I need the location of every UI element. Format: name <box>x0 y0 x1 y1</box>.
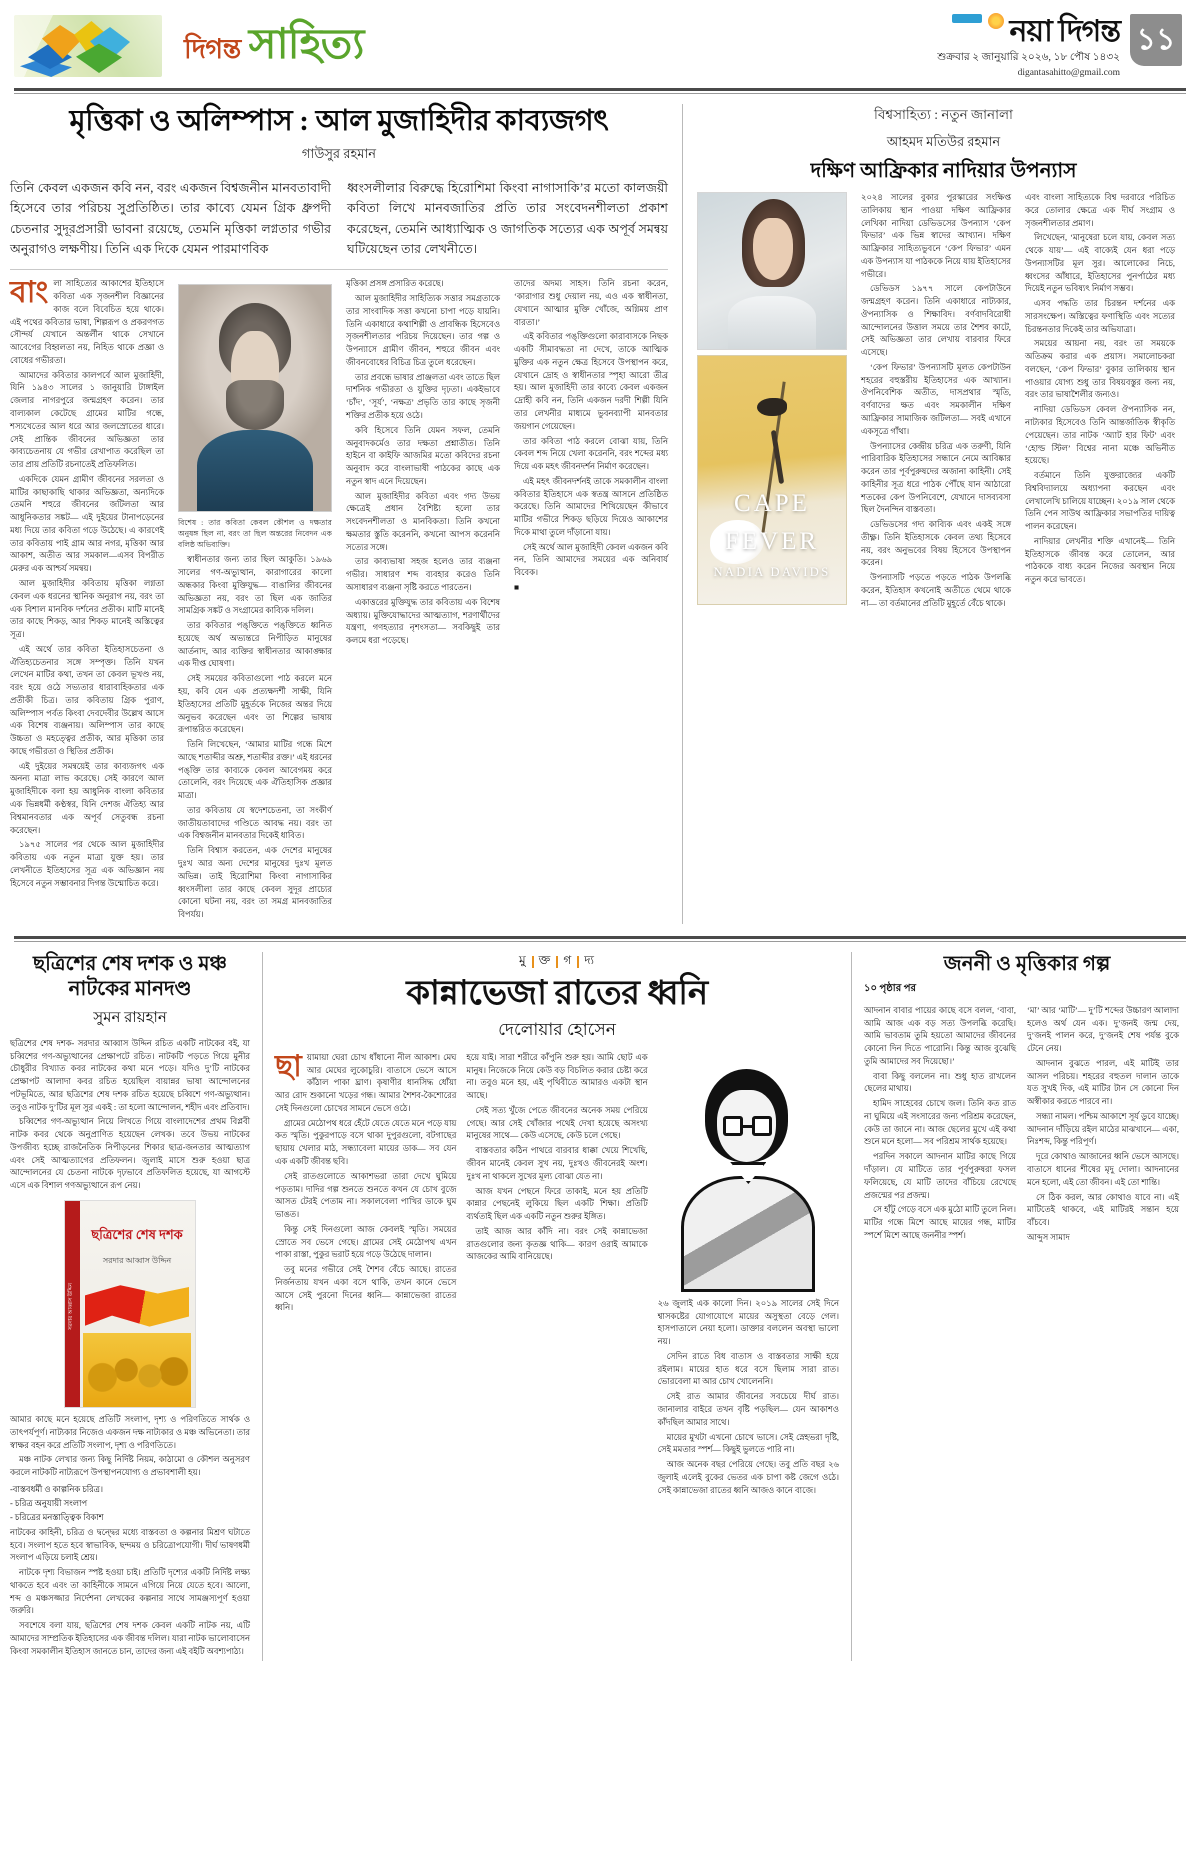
supplement-title-small: দিগন্ত <box>184 33 241 64</box>
essay-c3-p5: আজ অনেক বছর পেরিয়ে গেছে। তবু প্রতি বছর ২৬ জুলাই এলেই বুকের ভেতর এক চাপা কষ্ট জেগে ওঠে। সেই কান্নাভেজা রাতের ধ্বনি আজও কানে বাজে। <box>657 1460 839 1495</box>
lead-headline: মৃত্তিকা ও অলিম্পাস : আল মুজাহিদীর কাব্যজগৎ <box>69 105 609 137</box>
essay-c3-p3: সেই রাত আমার জীবনের সবচেয়ে দীর্ঘ রাত। জানালার বাইরে তখন বৃষ্টি পড়ছিল— যেন আকাশও কাঁদছিল আমার সাথে। <box>657 1392 839 1427</box>
story-column-2 <box>1027 1005 1179 1247</box>
world-lit-media-column <box>697 192 847 613</box>
lead-c4-p5: সেই অর্থে আল মুজাহিদী কেবল একজন কবি নন, তিনি আমাদের সময়ের এক অনিবার্য বিবেক। <box>514 542 668 578</box>
wl-c2-p2: লিখেছেন, ‘মানুষেরা চলে যায়, কেবল সত্য থেকে যায়’— এই বাক্যেই যেন ধরা পড়ে উপন্যাসটির মূল সুর। আলোকের নিচে, ধ্বংসের আঁধারে, ইতিহাসের পুনর্পাঠের মধ্য দিয়েই নতুন ভবিষ্যৎ নির্মাণ সম্ভব। <box>1025 233 1175 294</box>
lead-c1-p5: এই অর্থে তার কবিতা ইতিহাসচেতনা ও ঐতিহ্যচেতনার সঙ্গে সম্পৃক্ত। তিনি যখন লেখেন মাটির কথা, তখন তা কেবল ভূখণ্ড নয়, বরং হয়ে ওঠে সভ্যতার ধারাবাহিকতার এক প্রতীকী চিত্র। তার কবিতায় গ্রিক পুরাণ, অলিম্পাস পর্বত কিংবা দেবদেবীর উল্লেখ আসে এক বিশেষ ব্যঞ্জনায়। অলিম্পাস তার কাছে উচ্চতা ও মহত্ত্বের প্রতীক, আর মৃত্তিকা তার কাছে গভীরতা ও স্থিতির প্রতীক। <box>10 644 164 756</box>
essay-c3-p1: ২৬ জুলাই এক কালো দিন। ২০১৯ সালের সেই দিনে শ্বাসকষ্টের যোগাযোগে মায়ের অসুস্থতা বেড়ে গেল। হাসপাতালে নেয়া হলো। ডাক্তার বললেন অবস্থা ভালো নয়। <box>657 1298 839 1347</box>
story-c1-p2: বাবা কিছু বললেন না। শুধু হাত রাখলেন ছেলের মাথায়। <box>864 1071 1016 1094</box>
standfirst-part-2: ধ্বংসলীলার বিরুদ্ধে হিরোশিমা কিংবা নাগাসাকি’র মতো কালজয়ী কবিতা লিখে মানবজাতির প্রতি তার সংবেদনশীলতা প্রকাশ করেছেন, তেমনি আধ্যাত্মিক ও জাগতিক সত্যের এক অপূর্ব সমন্বয় ঘটিয়েছেন তার লেখনীতে। <box>347 180 668 256</box>
lead-columns <box>10 278 668 923</box>
essay-c1-p4: কিন্তু সেই দিনগুলো আজ কেবলই স্মৃতি। সময়ের স্রোতে সব ভেসে গেছে। গ্রামের সেই মেঠোপথ এখন পাকা রাস্তা, পুকুর ভরাট হয়ে গড়ে উঠেছে দালান। <box>275 1224 457 1260</box>
top-section <box>10 104 1190 924</box>
portrait-caption: বিশেষ : তার কবিতা কেবল কৌশল ও দক্ষতার অনুষঙ্গ ছিল না, বরং তা ছিল অন্তরের নিবেদন এক বলিষ্ঠ অভিব্যক্তি। <box>178 518 332 550</box>
story-c2-p4: দূরে কোথাও আজানের ধ্বনি ভেসে আসছে। বাতাসে ধানের শীষের মৃদু দোলা। আদনানের মনে হলো, এই তো জীবন। এই তো শান্তি। <box>1027 1152 1179 1187</box>
section-divider-rule-thin <box>14 941 1186 942</box>
wl-c2-p4: সময়ের আয়না নয়, বরং তা সময়কে অতিক্রম করার এক প্রয়াস। সমালোচকরা বলছেন, ‘কেপ ফিভার’ বুকার তালিকায় স্থান পাওয়ার যোগ্য শুধু তার বিষয়বস্তুর জন্য নয়, বরং তার ভাষাশৈলীর জন্যও। <box>1025 339 1175 400</box>
lead-column-3 <box>346 278 500 923</box>
essay-c2-p2: সেই সত্য খুঁজে পেতে জীবনের অনেক সময় পেরিয়ে গেছে। আর সেই খোঁজার পথেই দেখা হয়েছে অসংখ্য মানুষের সাথে— কেউ এসেছে, কেউ চলে গেছে। <box>466 1105 648 1141</box>
essay-byline: দেলোয়ার হোসেন <box>498 1019 616 1039</box>
criteria-item-3: - চরিত্রের মনস্তাত্ত্বিক বিকাশ <box>10 1512 104 1522</box>
criteria-item-2: - চরিত্র অনুযায়ী সংলাপ <box>10 1498 88 1508</box>
drama-b3: আমার কাছে মনে হয়েছে প্রতিটি সংলাপ, দৃশ্য ও পরিণতিতে সার্থক ও তাৎপর্যপূর্ণ। নাট্যকার নিজেও একজন দক্ষ নাট্যকার ও মঞ্চ অভিনেতা। তার স্বাক্ষর বহন করে প্রতিটি সংলাপ, দৃশ্য ও পরিণতিতে। <box>10 1414 250 1450</box>
masthead-rule-thin <box>14 93 1186 94</box>
standfirst-part-1: তিনি কেবল একজন কবি নন, বরং একজন বিশ্বজনীন মানবতাবাদী হিসেবে তার পরিচয় সুপ্রতিষ্ঠিত। তার কাব্যে যেমন গ্রিক ধ্রুপদী চেতনার সুদূরপ্রসারী ভাবনা রয়েছে, তেমনি মৃত্তিকা লগ্নতার গভীর অনুরাগও লক্ষণীয়। তিনি এক দিকে যেমন পারমাণবিক <box>10 180 331 256</box>
wl-c2-p1: এবং বাংলা সাহিত্যকে বিশ্ব দরবারে পরিচিত করে তোলার ক্ষেত্রে এক দীর্ঘ সংগ্রাম ও সৃজনশীলতার প্রমাণ। <box>1025 193 1175 228</box>
lead-c2-p1: স্বাধীনতার জন্য তার ছিল আকুতি। ১৯৬৯ সালের গণ-অভ্যুত্থান, কারাগারের কালো অন্ধকার কিংবা মুক্তিযুদ্ধ— বাঙালির জীবনের অভিজ্ঞতা নয়, বরং তা ছিল এক জাতির সামগ্রিক সঙ্কট ও সংগ্রামের কাব্যিক দলিল। <box>178 555 332 616</box>
wave-icon <box>952 14 982 23</box>
drama-review-article <box>10 952 262 1661</box>
world-lit-column-1 <box>861 192 1011 613</box>
drama-b2: চব্বিশের গণ-অভ্যুত্থান নিয়ে লিখতে গিয়ে বাংলাদেশের প্রথম বিপ্লবী নাটক কবর থেকে অনুপ্রাণিত হয়েছেন লেখক। তবে উভয় নাটকের উপজীব্য হচ্ছে রাজনৈতিক নিপীড়নের শিকার ছাত্র-জনতার আত্মত্যাগ এবং সেই আত্মত্যাগের প্রতিফলন। জুলাই মাসে শুরু হওয়া ছাত্র আন্দোলনের যে চেতনা নাটকে দৃঢ়ভাবে প্রতিফলিত হয়েছে, যা আগস্টে এসে এক বিশাল গণঅভ্যুত্থানে রূপ নেয়। <box>10 1117 250 1191</box>
tag-separator-icon <box>532 956 534 968</box>
story-columns <box>864 1005 1190 1247</box>
wl-c1-p6: উপন্যাসটি পড়তে পড়তে পাঠক উপলব্ধি করেন, ইতিহাস কখনোই অতীতে থেমে থাকে না— তা বর্তমানের প্রতিটি মুহূর্তে বেঁচে থাকে। <box>861 573 1011 608</box>
essay-c3-p4: মায়ের মুখটা এখনো চোখে ভাসে। সেই স্নেহভরা দৃষ্টি, সেই মমতার স্পর্শ— কিছুই ভুলতে পারি না। <box>657 1432 839 1455</box>
essay-c3-p2: সেদিন রাতে বিধ বাতাস ও বাস্তবতার সাক্ষী হয়ে রইলাম। মায়ের হাত ধরে বসে ছিলাম সারা রাত। ভোরবেলা মা আর চোখ খোলেননি। <box>657 1351 839 1387</box>
supplement-logo-icon <box>14 15 162 77</box>
lead-column-2 <box>178 278 332 923</box>
lead-column-1 <box>10 278 164 923</box>
wl-c1-p2: ডেভিডস ১৯৭৭ সালে কেপটাউনে জন্মগ্রহণ করেন। তিনি একাধারে নাট্যকার, ঔপন্যাসিক ও শিক্ষাবিদ। বর্ণবাদবিরোধী আন্দোলনের উত্তাল সময়ে তার শৈশব কাটে, সেই অভিজ্ঞতা তার লেখায় বারবার ফিরে এসেছে। <box>861 284 1011 358</box>
world-lit-kicker: বিশ্বসাহিত্য : নতুন জানালা <box>874 107 1013 122</box>
lead-byline: গাউসুর রহমান <box>301 145 377 161</box>
lead-c3-p5: আল মুজাহিদীর কবিতা এবং গদ্য উভয় ক্ষেত্রেই প্রধান বৈশিষ্ট্য হলো তার সংবেদনশীলতা ও মানবিকতা। তিনি কখনো ক্ষমতার স্তুতি করেননি, কখনো আপস করেননি সত্যের সঙ্গে। <box>346 491 500 552</box>
lead-column-4 <box>514 278 668 923</box>
world-lit-column-2 <box>1025 192 1175 613</box>
lead-c2-p6: তিনি বিশ্বাস করতেন, এক দেশের মানুষের দুঃখ আর অন্য দেশের মানুষের দুঃখ মূলত অভিন্ন। তাই হিরোশিমা কিংবা নাগাসাকির ধ্বংসলীলা তার কাছে কেবল সুদূর প্রাচ্যের কোনো ঘটনা নয়, বরং তা সমগ্র মানবজাতির বিপর্যয়। <box>178 846 332 920</box>
essay-columns <box>275 1049 839 1499</box>
book-cover-cape-fever <box>697 355 847 605</box>
lead-c3-p3: তার প্রবন্ধে ভাষার প্রাঞ্জলতা এবং তাতে ছিল দার্শনিক গভীরতা ও যুক্তির দৃঢ়তা। একইভাবে ‘চাঁদ’, ‘সূর্য’, ‘নক্ষত্র’ প্রভৃতি তার কাছে সৃজনী শক্তির প্রতীক হয়ে ওঠে। <box>346 372 500 421</box>
book-cover-title: CAPE FEVER <box>724 489 820 555</box>
brand-name: নয়া দিগন্ত <box>1009 15 1120 49</box>
book-cover-author: NADIA DAVIDS <box>713 564 831 579</box>
essay-section-tag <box>275 952 839 972</box>
lead-c1-p1: বাংলা সাহিত্যের আকাশের ইতিহাসে কবিতা এক সৃজনশীল বিজ্ঞানের কাজ বলে বিবেচিত হয়ে থাকে। এই পথের কবিতার ভাষা, শিল্পরূপ ও প্রকরণগত সৌন্দর্য যেখানে অন্তর্লীন থাকে সেখানে আবেগের বিহ্বলতা নয়, নিহিত থাকে প্রজ্ঞা ও বোধের গভীরতা। <box>10 276 164 365</box>
crowd-graphic-icon <box>83 1333 191 1407</box>
lead-c1-p4: আল মুজাহিদীর কবিতায় মৃত্তিকা লগ্নতা কেবল এক ধরনের স্থানিক অনুরাগ নয়, বরং তা এক বিশাল মানবিক দর্শনের প্রতীক। মাটি মানেই তার কাছে শিকড়, আর শিকড় মানেই অস্তিত্বের সূত্র। <box>10 578 164 640</box>
essay-c1-p3: সেই রাতগুলোতে আকাশভরা তারা দেখে ঘুমিয়ে পড়তাম। দাদির গল্প শুনতে শুনতে কখন যে চোখ বুজে আসত টেরই পেতাম না। সকালবেলা পাখির ডাকে ঘুম ভাঙত। <box>275 1171 457 1220</box>
essay-column-2 <box>466 1052 647 1499</box>
tag-separator-icon <box>577 956 579 968</box>
story-c2-p3: সন্ধ্যা নামল। পশ্চিম আকাশে সূর্য ডুবে যাচ্ছে। আদনান দাঁড়িয়ে রইল মাঠের মাঝখানে— একা, নিঃশব্দ, কিন্তু পরিপূর্ণ। <box>1027 1111 1179 1147</box>
lead-endmark: ■ <box>514 582 520 592</box>
flag-graphic-icon <box>85 1283 189 1329</box>
lead-c3-p7: একাত্তরের মুক্তিযুদ্ধ তার কবিতায় এক বিশেষ অধ্যায়। মুক্তিযোদ্ধাদের আত্মত্যাগ, শরণার্থীদের যন্ত্রণা, গণহত্যার নৃশংসতা— সবকিছুই তার কলমে ধরা পড়েছে। <box>346 597 500 646</box>
tag-separator-icon <box>556 956 558 968</box>
wl-c1-p1: ২০২৪ সালের বুকার পুরস্কারের সংক্ষিপ্ত তালিকায় স্থান পাওয়া দক্ষিণ আফ্রিকার লেখিকা নাদিয়া ডেভিডসের উপন্যাস ‘কেপ ফিভার’ এক ভিন্ন স্বাদের আখ্যান। দক্ষিণ আফ্রিকার সাহিত্যভুবনে ‘কেপ ফিভার’ এমন এক উপন্যাস যা পাঠককে নিয়ে যায় ইতিহাসের গভীরে। <box>861 193 1011 279</box>
essay-headline: কান্নাভেজা রাতের ধ্বনি <box>406 974 708 1012</box>
lead-divider <box>10 269 668 270</box>
lead-c2-p5: তার কবিতায় যে স্বদেশচেতনা, তা সংকীর্ণ জাতীয়তাবাদের গণ্ডিতে আবদ্ধ নয়। বরং তা এক বিশ্বজনীন মানবতার দিকেই ধাবিত। <box>178 805 332 841</box>
publication-date: শুক্রবার ২ জানুয়ারি ২০২৬, ১৮ পৌষ ১৪৩২ <box>937 51 1120 63</box>
lead-c4-p4: এই মহৎ জীবনদর্শনই তাকে সমকালীন বাংলা কবিতার ইতিহাসে এক স্বতন্ত্র আসনে প্রতিষ্ঠিত করেছে। তিনি আমাদের শিখিয়েছেন কীভাবে মাটির গভীরে শিকড় ছড়িয়ে দিয়েও আকাশের দিকে মাথা তুলে দাঁড়ানো যায়। <box>514 476 668 537</box>
drama-b1: ছত্রিশের শেষ দশক- সরদার আব্বাস উদ্দিন রচিত একটি নাটকের বই, যা চব্বিশের গণ-অভ্যুত্থানের প্রেক্ষাপটে রচিত। নাটকটি পড়তে গিয়ে মুনীর চৌধুরীর বিখ্যাত কবর নাটকের কথা মনে পড়ে। যদিও দু’টি নাটকের প্রেক্ষাপট আলাদা কবর রচিত হয়েছিল বায়ান্নর ভাষা আন্দোলনের পটভূমিতে, আর ছত্রিশের শেষ দশক রচিত হয়েছে চব্বিশে গণ-অভ্যুত্থান। তবুও নাটক দু’টির মূল সুর একই : তা হলো আন্দোলন, শহীদ এবং প্রতিবাদ। <box>10 1038 250 1112</box>
book-cover-chhatrisher <box>64 1200 196 1408</box>
wl-c1-p4: উপন্যাসের কেন্দ্রীয় চরিত্র এক তরুণী, যিনি পারিবারিক ইতিহাসের সন্ধানে নেমে আবিষ্কার করেন তার পূর্বপুরুষদের অজানা কাহিনী। সেই কাহিনীর সূত্র ধরে পাঠক পৌঁছে যান আঠারো শতকের কেপ উপনিবেশে, যেখানে দাসব্যবসা ছিল দৈনন্দিন বাস্তবতা। <box>861 441 1011 515</box>
story-c1-p1: আদনান বাবার পায়ের কাছে বসে বলল, ‘বাবা, আমি আজ এক বড় সত্য উপলব্ধি করেছি। আমি ভাবতাম তুমি হয়তো আমাদের জীবনের কোনো দিন দিতে পারোনি। কিন্তু আজ বুঝেছি তুমি আমাদের সব দিয়েছো।’ <box>864 1005 1016 1066</box>
drama-criteria-list <box>10 1483 250 1524</box>
drama-b4: মঞ্চ নাটক লেখার জন্য কিছু নির্দিষ্ট নিয়ম, কাঠামো ও কৌশল অনুসরণ করলে নাটকটি নাট্যরূপে উপস্থাপনযোগ্য ও প্রভাবশালী হয়। <box>10 1455 250 1478</box>
supplement-title-big: সাহিত্য <box>248 21 364 68</box>
book-spine-text: সরদার আব্বাস উদ্দিন <box>68 1283 74 1331</box>
story-c1-p4: পরদিন সকালে আদনান মাটির কাছে গিয়ে দাঁড়াল। যে মাটিতে তার পূর্বপুরুষরা ফসল ফলিয়েছে, যে মাটি তাদের বাঁচিয়ে রেখেছে প্রজন্মের পর প্রজন্ম। <box>864 1152 1016 1200</box>
page-number-badge: ১১ <box>1130 14 1182 66</box>
sun-icon <box>988 13 1004 29</box>
bottom-section <box>10 952 1190 1661</box>
lead-standfirst <box>10 178 668 260</box>
author-photo <box>697 192 847 350</box>
essay-c2-p3: বাস্তবতার কঠিন পাথরে বারবার ধাক্কা খেয়ে শিখেছি, জীবন মানেই কেবল সুখ নয়, দুঃখও জীবনেরই অংশ। দুঃখ না থাকলে সুখের মূল্য বোঝা যেত না। <box>466 1146 648 1181</box>
book2-author: সরদার আব্বাস উদ্দিন <box>102 1255 172 1265</box>
lead-c4-p2: এই কবিতার পঙ্‌ক্তিগুলো কারাবাসকে নিছক একটি সীমাবদ্ধতা না দেখে, তাকে আত্মিক মুক্তির এক নতুন ক্ষেত্র হিসেবে উপস্থাপন করে, যেখানে দ্রোহ ও স্বাধীনতার স্পৃহা আরো তীব্র হয়। আল মুজাহিদী তার কাব্যে কেবল একজন দ্রোহী কবি নন, তিনি একজন দরদী শিল্পী যিনি তার লেখনীর মাধ্যমে ভুবনব্যাপী মানবতার জয়গান গেয়েছেন। <box>514 332 668 431</box>
wl-c2-p6: বর্তমানে তিনি যুক্তরাজ্যের একটি বিশ্ববিদ্যালয়ে অধ্যাপনা করছেন এবং লেখালেখি চালিয়ে যাচ্ছেন। ২০১৯ সাল থেকে তিনি পেন সাউথ আফ্রিকার সভাপতির দায়িত্ব পালন করেছেন। <box>1025 471 1175 532</box>
essay-c2-p5: তাই আজ আর কাঁদি না। বরং সেই কান্নাভেজা রাতগুলোর জন্য কৃতজ্ঞ থাকি— কারণ ওরাই আমাকে আজকের আমি বানিয়েছে। <box>466 1226 648 1262</box>
contact-email: digantasahitto@gmail.com <box>1017 67 1120 78</box>
story-c2-p2: আদনান বুঝতে পারল, এই মাটিই তার আসল পরিচয়। শহরের বহুতল দালান তাকে যত সুখই দিক, এই মাটির টান সে কোনো দিন অস্বীকার করতে পারবে না। <box>1027 1058 1179 1107</box>
drama-b5: নাটকের কাহিনী, চরিত্র ও দ্বন্দ্বের মধ্যে বাস্তবতা ও কল্পনার মিশ্রণ ঘটাতে হবে। সংলাপ হতে হবে স্বাভাবিক, ছন্দময় ও চরিত্রোপযোগী। দীর্ঘ ভাষণধর্মী সংলাপ এড়িয়ে চলাই শ্রেয়। <box>10 1527 250 1563</box>
criteria-item-1: -বাস্তবধর্মী ও কাল্পনিক চরিত্র। <box>10 1484 103 1494</box>
world-lit-article <box>682 104 1190 924</box>
drama-headline: ছত্রিশের শেষ দশক ও মঞ্চ নাটকের মানদণ্ড <box>32 952 228 1000</box>
story-continued-from: ১০ পৃষ্ঠার পর <box>864 982 916 994</box>
drama-b7: সবশেষে বলা যায়, ছত্রিশের শেষ দশক কেবল একটি নাটক নয়, এটি আমাদের সাম্প্রতিক ইতিহাসের এক জীবন্ত দলিল। যারা নাটক ভালোবাসেন কিংবা সমকালীন ইতিহাস জানতে চান, তাদের জন্য এই বইটি অবশ্যপাঠ্য। <box>10 1621 250 1656</box>
lead-c3-p2: আল মুজাহিদীর সাহিত্যিক সত্তার সমগ্রতাকে তার সাংবাদিক সত্তা কখনো চাপা পড়ে যায়নি। তিনি একাধারে কথাশিল্পী ও প্রাবন্ধিক হিসেবেও সৃজনশীলতার পরিচয় দিয়েছেন। তার গল্প ও উপন্যাসে গ্রামীণ জীবন, শহুরে জীবন এবং জীবনবোধের বিচিত্র চিত্র তুলে ধরেছেন। <box>346 294 500 367</box>
wl-c1-p3: ‘কেপ ফিভার’ উপন্যাসটি মূলত কেপটাউন শহরের বহুস্তরীয় ইতিহাসের এক আখ্যান। ঔপনিবেশিক অতীত, দাসপ্রথার স্মৃতি, বর্ণবাদের ক্ষত এবং সমকালীন দক্ষিণ আফ্রিকার সামাজিক জটিলতা— সবই এখানে একসূত্রে গাঁথা। <box>861 362 1011 436</box>
drama-byline: সুমন রায়হান <box>93 1009 167 1026</box>
lead-c1-p6: এই দুইয়ের সমন্বয়েই তার কাব্যজগৎ এক অনন্য মাত্রা লাভ করেছে। সেই কারণে আল মুজাহিদীকে বলা হয় আধুনিক বাংলা কবিতার এক ভিন্নধর্মী কণ্ঠস্বর, যিনি দেশজ ঐতিহ্য আর বিশ্বমানবতার এক অপূর্ব সেতুবন্ধ রচনা করেছেন। <box>10 761 164 835</box>
drama-b6: নাটকে দৃশ্য বিভাজন স্পষ্ট হওয়া চাই। প্রতিটি দৃশ্যের একটি নির্দিষ্ট লক্ষ্য থাকতে হবে এবং তা কাহিনীকে সামনে এগিয়ে নিয়ে যেতে হবে। আলো, শব্দ ও মঞ্চসজ্জার নির্দেশনা লেখকের কল্পনার সাথে সামঞ্জস্যপূর্ণ হওয়া জরুরি। <box>10 1568 250 1616</box>
supplement-title <box>184 11 363 82</box>
lead-article <box>10 104 682 924</box>
essay-c2-p1: হয়ে যাই। সারা শরীরে কাঁপুনি শুরু হয়। আমি ছোট এক মানুষ। নিজেকে নিয়ে কেউ বড় বিচলিত করার চেষ্টা করে না। তবুও মনে হয়, এই পৃথিবীতে আমারও একটা স্থান আছে। <box>466 1052 648 1101</box>
lead-c2-p4: তিনি লিখেছেন, ‘আমার মাটির গন্ধে মিশে আছে শতাব্দীর অশ্রু, শতাব্দীর রক্ত।’ এই ধরনের পঙ্‌ক্তি তার কাব্যকে কেবল আবেগময় করে তোলেনি, বরং দিয়েছে এক ঐতিহাসিক প্রজ্ঞার মাত্রা। <box>178 740 332 801</box>
lead-c1-p2: আমাদের কবিতার কালপর্বে আল মুজাহিদী, যিনি ১৯৪৩ সালের ১ জানুয়ারি টাঙ্গাইল জেলার নাগরপুরে জন্মগ্রহণ করেন। তার বাল্যকাল কেটেছে গ্রামের মাটির গন্ধে, শস্যখেতের আল ধরে আর জলস্রোতের ধারে। সেই প্রান্তিক জীবনের অভিজ্ঞতা তার কাব্যচেতনায় যে গভীর রেখাপাত করেছিল তা তার প্রায় প্রতিটি রচনাতেই প্রতিফলিত। <box>10 370 164 470</box>
story-author-sign: আব্দুস সামাদ <box>1027 1232 1070 1242</box>
wl-c1-p5: ডেভিডসের গদ্য কাব্যিক এবং একই সঙ্গে তীক্ষ্ণ। তিনি ইতিহাসকে কেবল তথ্য হিসেবে নয়, বরং অনুভবের বিষয় হিসেবে উপস্থাপন করেন। <box>861 520 1011 568</box>
lead-c1-p3: একদিকে যেমন গ্রামীণ জীবনের সরলতা ও মাটির কাছাকাছি থাকার অভিজ্ঞতা, অন্যদিকে তেমনি শহুরে জীবনের জটিলতা আর আধুনিকতার সঙ্কট— এই দুইয়ের টানাপড়েনের মধ্য দিয়ে তার কবিতা গড়ে উঠেছে। এ কারণেই তার কবিতায় পাই গ্রাম আর নগর, মৃত্তিকা আর আকাশ, অতীত আর সমকাল—এসব বিপরীত মেরুর এক আশ্চর্য সমন্বয়। <box>10 474 164 574</box>
section-divider-rule <box>14 936 1186 939</box>
lead-c4-p3: তার কবিতা পাঠ করলে বোঝা যায়, তিনি কেবল শব্দ নিয়ে খেলা করেননি, বরং শব্দের মধ্য দিয়ে এক মহৎ জীবনদর্শন নির্মাণ করেছেন। <box>514 436 668 472</box>
tag-part-3: গ <box>563 952 573 967</box>
masthead <box>10 0 1190 86</box>
brand-mark <box>937 15 1120 49</box>
essay-c1-p5: তবু মনের গভীরে সেই শৈশব বেঁচে আছে। রাতের নির্জনতায় যখন একা বসে থাকি, তখন কানে ভেসে আসে সেই পুরনো দিনের ধ্বনি— কান্নাভেজা রাতের ধ্বনি। <box>275 1265 457 1313</box>
lead-c3-p6: তার কাব্যভাষা সহজ হলেও তার ব্যঞ্জনা গভীর। সাধারণ শব্দ ব্যবহার করেও তিনি অসাধারণ ব্যঞ্জনা সৃষ্টি করতে পারতেন। <box>346 557 500 592</box>
wl-c2-p3: এসব পদ্ধতি তার চিরন্তন দর্শনের এক সারসংক্ষেপ। অস্তিত্বের ফণাস্থিতি এবং সত্যের চিরন্তনতার দিকেই তার অভিযাত্রা। <box>1025 299 1175 334</box>
poet-portrait-photo <box>178 284 332 512</box>
story-article <box>852 952 1190 1661</box>
essay-c2-p4: আজ যখন পেছনে ফিরে তাকাই, মনে হয় প্রতিটি কান্নার পেছনেই লুকিয়ে ছিল একটি শিক্ষা। প্রতিটি ব্যর্থতাই ছিল এক একটি নতুন শুরুর ইঙ্গিত। <box>466 1186 648 1222</box>
wl-c2-p5: নাদিয়া ডেভিডস কেবল ঔপন্যাসিক নন, নাট্যকার হিসেবেও তিনি আন্তর্জাতিক স্বীকৃতি পেয়েছেন। তার নাটক ‘অ্যাট হার ফিট’ এবং ‘হোল্ড স্টিল’ বিশ্বের নানা মঞ্চে অভিনীত হয়েছে। <box>1025 405 1175 466</box>
essay-c1-p1: ছায়ামায়া ঘেরা চোখ ধাঁধানো নীল আকাশ। মেঘ আর মেঘের লুকোচুরি। বাতাসে ভেসে আসে কাঁঠাল পাকা ঘ্রাণ। কৃষাণীর ধানসিদ্ধ ধোঁয়া আর রোদ শুকানো খড়ের গন্ধ। আমার শৈশব-কৈশোরের সেই দিনগুলো চোখের সামনে ভেসে ওঠে। <box>275 1049 457 1113</box>
masthead-rule <box>14 88 1186 91</box>
lead-c3-p1: মৃত্তিকা প্রসঙ্গ প্রসারিত করেছে। <box>346 279 444 289</box>
world-lit-headline: দক্ষিণ আফ্রিকার নাদিয়ার উপন্যাস <box>810 160 1077 182</box>
world-lit-byline: আহমদ মতিউর রহমান <box>886 134 1001 149</box>
lead-c4-p1: তাদের অদম্য সাহস। তিনি রচনা করেন, ‘কারাগার শুধু দেয়াল নয়, এও এক স্বাধীনতা, যেখানে আত্মার মুক্তি খোঁজে, অগ্নিময় প্রাণ বারতা।’ <box>514 279 668 327</box>
story-c2-p5: সে ঠিক করল, আর কোথাও যাবে না। এই মাটিতেই থাকবে, এই মাটিরই সন্তান হয়ে বাঁচবে। <box>1027 1192 1179 1228</box>
story-c1-p3: হামিদ সাহেবের চোখে জল। তিনি কত রাত না ঘুমিয়ে এই সংসারের জন্য পরিশ্রম করেছেন, কেউ তা জানে না। আজ ছেলের মুখে এই কথা শুনে মনে হলো— সব পরিশ্রম সার্থক হয়েছে। <box>864 1099 1016 1147</box>
world-lit-columns <box>697 192 1190 613</box>
lead-c2-p3: সেই সময়ের কবিতাগুলো পাঠ করলে মনে হয়, কবি যেন এক প্রত্যক্ষদর্শী সাক্ষী, যিনি ইতিহাসের প্রতিটি মুহূর্তকে নিজের অন্তর দিয়ে অনুভব করেছেন এবং তা শিল্পের ভাষায় রূপান্তরিত করেছেন। <box>178 674 332 735</box>
story-headline: জননী ও মৃত্তিকার গল্প <box>943 952 1111 975</box>
essay-c1-p2: গ্রামের মেঠোপথ ধরে হেঁটে যেতে যেতে মনে পড়ে যায় কত স্মৃতি। পুকুরপাড়ে বসে থাকা দুপুরগুলো, বটগাছের ছায়ায় খেলার মাঠ, সন্ধ্যাবেলা মায়ের ডাক— সব যেন এক একটি জীবন্ত ছবি। <box>275 1118 457 1167</box>
essay-illustration <box>658 1060 839 1292</box>
story-c1-p5: সে হাঁটু গেড়ে বসে এক মুঠো মাটি তুলে নিল। মাটির গন্ধে মিশে আছে মায়ের গন্ধ, মাটির স্পর্শে মিশে আছে জননীর স্পর্শ। <box>864 1205 1016 1240</box>
essay-column-3 <box>658 1052 839 1499</box>
story-c2-p1: ‘মা’ আর ‘মাটি’— দু’টি শব্দের উচ্চারণ আলাদা হলেও অর্থ যেন এক। দু’জনই জন্ম দেয়, দু’জনই পালন করে, দু’জনই শেষ পর্যন্ত বুকে টেনে নেয়। <box>1027 1005 1179 1054</box>
drama-body-top <box>10 1038 250 1193</box>
lead-c3-p4: কবি হিসেবে তিনি যেমন সফল, তেমনি অনুবাদকর্মেও তার দক্ষতা প্রশ্নাতীত। তিনি হাইনে বা কাইফি আজমির মতো কবিদের রচনা অনুবাদ করে বাংলাভাষী পাঠকের কাছে এক নতুন স্বাদ এনে দিয়েছেন। <box>346 425 500 486</box>
tag-part-2: ক্ত <box>538 952 552 967</box>
drama-body-end <box>10 1527 250 1659</box>
tag-part-4: দ্য <box>584 952 595 967</box>
masthead-right <box>937 14 1186 78</box>
book2-title: ছত্রিশের শেষ দশক <box>91 1226 183 1242</box>
essay-column-1 <box>275 1049 457 1499</box>
essay-article <box>262 952 852 1661</box>
wl-c2-p7: নাদিয়ার লেখনীর শক্তি এখানেই— তিনি ইতিহাসকে জীবন্ত করে তোলেন, আর পাঠককে বাধ্য করেন নিজের অবস্থান নিয়ে নতুন করে ভাবতে। <box>1025 536 1175 585</box>
story-column-1 <box>864 1005 1016 1247</box>
lead-c1-p7: ১৯৭৫ সালের পর থেকে আল মুজাহিদীর কবিতায় এক নতুন মাত্রা যুক্ত হয়। তার লেখনীতে ইতিহাসের সূত্র এক অভিজ্ঞান নয় হিসেবে নতুন সম্ভাবনার দিগন্ত উন্মোচিত করে। <box>10 840 164 888</box>
lead-c2-p2: তার কবিতার পঙ্‌ক্তিতে পঙ্‌ক্তিতে ধ্বনিত হয়েছে অর্থ অভ্যন্তরে নিপীড়িত মানুষের আর্তনাদ, আর ব্যক্তির স্বাধীনতার আকাঙ্ক্ষার এক দীপ্ত ঘোষণা। <box>178 621 332 669</box>
tag-part-1: মু <box>518 952 527 967</box>
brand-block <box>937 14 1120 78</box>
drama-body-mid <box>10 1414 250 1480</box>
